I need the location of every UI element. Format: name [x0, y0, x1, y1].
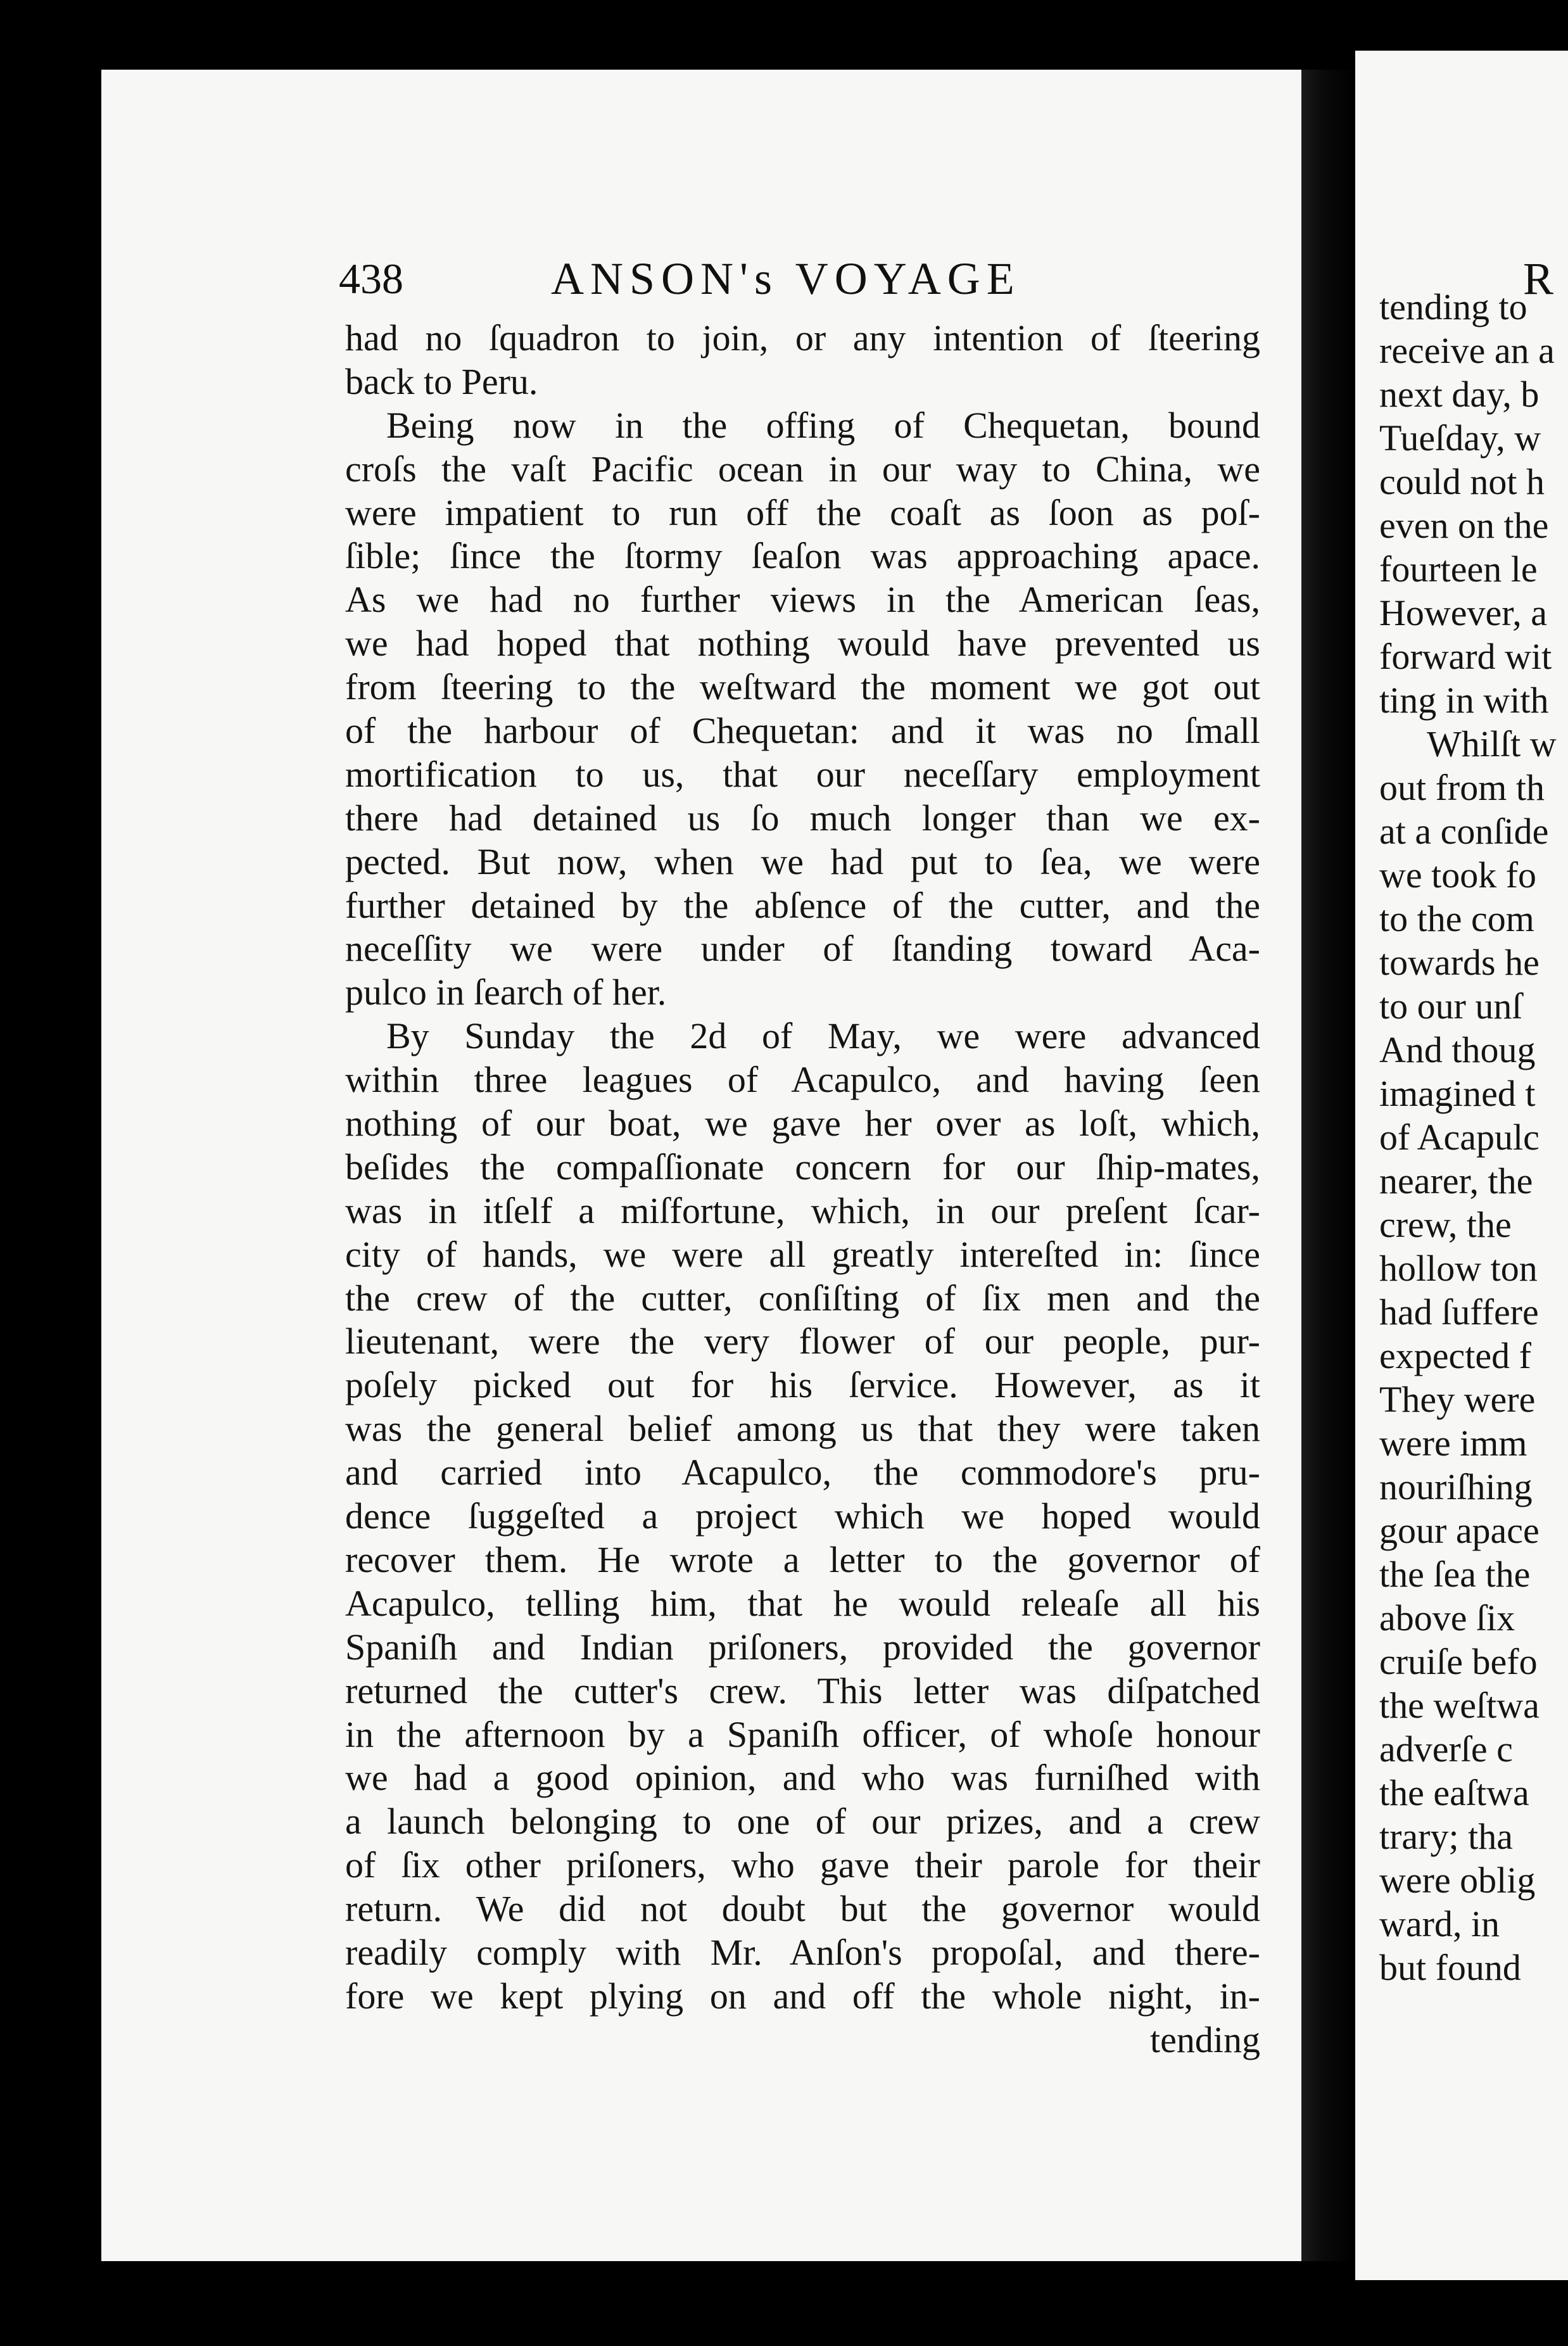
text-line: adverſe c — [1379, 1728, 1513, 1770]
text-line: within three leagues of Acapulco, and having ſeen — [345, 1059, 1260, 1101]
text-line: even on the — [1379, 505, 1549, 546]
text-line: fourteen le — [1379, 548, 1538, 590]
page-number: 438 — [339, 255, 403, 303]
text-line: city of hands, we were all greatly intereſted in: ſince — [345, 1233, 1260, 1275]
text-line: Whilſt w — [1427, 723, 1557, 764]
text-line: back to Peru. — [345, 360, 538, 402]
text-line: nearer, the — [1379, 1160, 1533, 1202]
text-line: expected f — [1379, 1335, 1531, 1376]
text-line: receive an a — [1379, 330, 1555, 371]
text-line: readily comply with Mr. Anſon's propoſal, and there- — [345, 1931, 1260, 1973]
left-page-header — [339, 244, 1282, 314]
text-line: ting in with — [1379, 680, 1549, 721]
text-line: were oblig — [1379, 1860, 1536, 1901]
text-line: However, a — [1379, 592, 1547, 633]
text-line: were impatient to run off the coaſt as ſoon as poſ- — [345, 491, 1260, 533]
book-gutter — [1301, 70, 1355, 2261]
text-line: of ſix other priſoners, who gave their parole for their — [345, 1844, 1260, 1886]
text-line: imagined t — [1379, 1073, 1536, 1114]
text-line: we had a good opinion, and who was furniſhed with — [345, 1757, 1260, 1799]
text-line: As we had no further views in the American ſeas, — [345, 579, 1260, 621]
text-line: poſely picked out for his ſervice. However, as it — [345, 1364, 1260, 1406]
text-line: recover them. He wrote a letter to the governor of — [345, 1538, 1260, 1580]
text-line: ſible; ſince the ſtormy ſeaſon was approaching apace. — [345, 535, 1260, 577]
text-line: nothing of our boat, we gave her over as loſt, which, — [345, 1103, 1260, 1144]
right-page-body — [1379, 285, 1568, 1989]
text-line: could not h — [1379, 461, 1545, 502]
text-line: returned the cutter's crew. This letter was diſpatched — [345, 1670, 1260, 1711]
text-line: was in itſelf a miſfortune, which, in our preſent ſcar- — [345, 1189, 1260, 1231]
text-line: in the afternoon by a Spaniſh officer, of whoſe honour — [345, 1713, 1260, 1755]
text-line: to the com — [1379, 898, 1534, 939]
text-line: from ſteering to the weſtward the moment we got out — [345, 666, 1260, 708]
text-line: ward, in — [1379, 1903, 1500, 1944]
text-line: crew, the — [1379, 1204, 1512, 1245]
text-line: hollow ton — [1379, 1248, 1538, 1289]
text-line: gour apace — [1379, 1510, 1540, 1551]
text-line: we had hoped that nothing would have prevented us — [345, 623, 1260, 664]
text-line: out from th — [1379, 767, 1545, 808]
text-line: mortification to us, that our neceſſary employment — [345, 753, 1260, 795]
text-line: beſides the compaſſionate concern for our ſhip-mates, — [345, 1146, 1260, 1188]
text-line: And thoug — [1379, 1029, 1536, 1070]
text-line: return. We did not doubt but the governor would — [345, 1888, 1260, 1930]
text-line: of the harbour of Chequetan: and it was no ſmall — [345, 710, 1260, 752]
running-title: ANSON's VOYAGE — [551, 253, 1021, 304]
text-line: trary; tha — [1379, 1816, 1513, 1857]
right-page-header: R — [1523, 253, 1554, 304]
text-line: were imm — [1379, 1423, 1527, 1464]
text-line: the eaſtwa — [1379, 1772, 1529, 1813]
text-line: the ſea the — [1379, 1554, 1531, 1595]
text-line: pected. But now, when we had put to ſea, we were — [345, 840, 1260, 882]
text-line: to our unſ — [1379, 986, 1522, 1027]
text-line: above ſix — [1379, 1597, 1515, 1639]
text-line: the weſtwa — [1379, 1685, 1540, 1726]
text-line: was the general belief among us that they were taken — [345, 1408, 1260, 1450]
text-line: towards he — [1379, 942, 1540, 983]
text-line: cruiſe befo — [1379, 1641, 1538, 1682]
text-line: By Sunday the 2d of May, we were advanced — [386, 1015, 1260, 1057]
text-line: forward wit — [1379, 636, 1552, 677]
text-line: tending to — [1379, 286, 1527, 327]
text-line: had no ſquadron to join, or any intention of ſteering — [345, 317, 1260, 358]
text-line: further detained by the abſence of the cutter, and the — [345, 884, 1260, 926]
text-line: of Acapulc — [1379, 1117, 1540, 1158]
text-line: nouriſhing — [1379, 1466, 1533, 1507]
text-line: Spaniſh and Indian priſoners, provided the governor — [345, 1626, 1260, 1668]
text-line: croſs the vaſt Pacific ocean in our way to China, we — [345, 448, 1260, 490]
text-line: there had detained us ſo much longer than we ex- — [345, 797, 1260, 839]
text-line: lieutenant, were the very flower of our people, pur- — [345, 1321, 1260, 1362]
catchword: tending — [1150, 2019, 1260, 2060]
text-line: Acapulco, telling him, that he would releaſe all his — [345, 1582, 1260, 1624]
text-line: at a conſide — [1379, 811, 1549, 852]
text-line: Being now in the offing of Chequetan, bound — [386, 404, 1260, 446]
text-line: had ſuffere — [1379, 1291, 1539, 1333]
text-line: pulco in ſearch of her. — [345, 972, 667, 1013]
text-line: neceſſity we were under of ſtanding toward Aca- — [345, 928, 1260, 970]
text-line: next day, b — [1379, 374, 1540, 415]
text-line: fore we kept plying on and off the whole night, in- — [345, 1975, 1260, 2017]
text-line: dence ſuggeſted a project which we hoped would — [345, 1495, 1260, 1537]
text-line: Tueſday, w — [1379, 417, 1541, 459]
text-line: They were — [1379, 1379, 1536, 1420]
text-line: but found — [1379, 1947, 1521, 1988]
text-line: the crew of the cutter, conſiſting of ſix men and the — [345, 1277, 1260, 1319]
text-line: and carried into Acapulco, the commodore's pru- — [345, 1452, 1260, 1493]
text-line: we took fo — [1379, 854, 1537, 896]
left-page-body — [345, 317, 1260, 2062]
text-line: a launch belonging to one of our prizes, and a crew — [345, 1801, 1260, 1842]
